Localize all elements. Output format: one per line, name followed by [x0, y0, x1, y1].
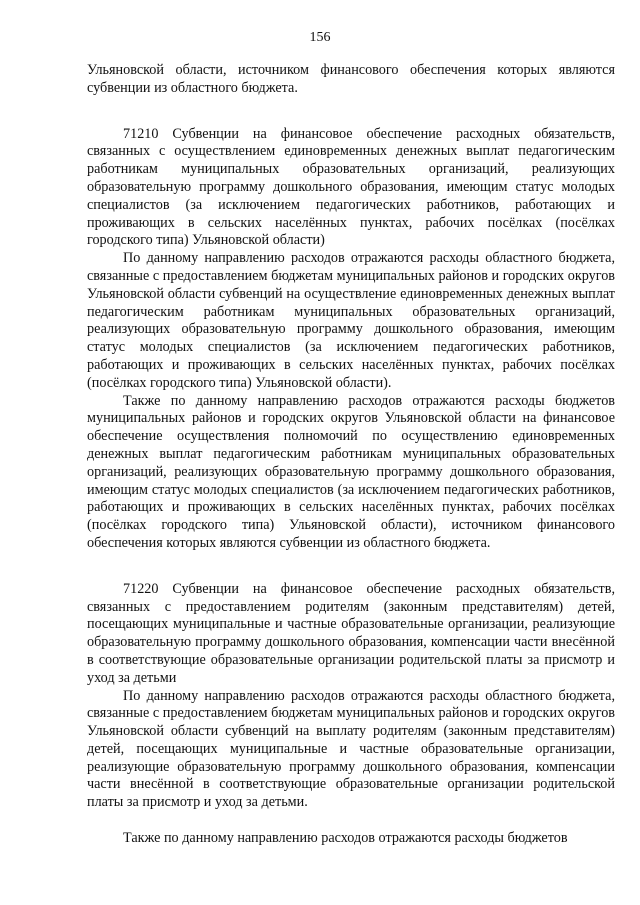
document-body — [87, 62, 615, 848]
paragraph-continuation: Ульяновской области, источником финансового обеспечения которых являются субвенции из областного бюджета. — [87, 62, 615, 96]
paragraph-71210-regional: По данному направлению расходов отражаются расходы областного бюджета, связанные с предоставлением бюджетам муниципальных районов и городских округов Ульяновской области субвенций на осуществление единовременных денежных выплат педагогическим работникам муниципальных образовательных организаций, реализующих образовательную программу дошкольного образования, имеющим статус молодых специалистов (за исключением педагогических работников, работающих и проживающих в сельских населённых пунктах, рабочих посёлках (посёлках городского типа) Ульяновской области). — [87, 250, 615, 391]
paragraph-71220-municipal: Также по данному направлению расходов отражаются расходы бюджетов — [123, 830, 568, 847]
section-heading-71220: 71220 Субвенции на финансовое обеспечение расходных обязательств, связанных с предоставлением родителям (законным представителям) детей, посещающих муниципальные и частные образовательные организации, реализующие образовательную программу дошкольного образования, компенсации части внесённой в соответствующие образовательные организации родительской платы за присмотр и уход за детьми — [87, 580, 615, 686]
paragraph-71210-municipal: Также по данному направлению расходов отражаются расходы бюджетов муниципальных районов и городских округов Ульяновской области на финансовое обеспечение осуществления полномочий по осуществлению единовременных денежных выплат педагогическим работникам муниципальных образовательных организаций, реализующих образовательную программу дошкольного образования, имеющим статус молодых специалистов (за исключением педагогических работников, работающих и проживающих в сельских населённых пунктах, рабочих посёлках (посёлках городского типа) Ульяновской области), источником финансового обеспечения которых являются субвенции из областного бюджета. — [87, 392, 615, 551]
paragraph-71220-regional: По данному направлению расходов отражаются расходы областного бюджета, связанные с предоставлением бюджетам муниципальных районов и городских округов Ульяновской области субвенций на выплату родителям (законным представителям) детей, посещающих муниципальные и частные образовательные организации, реализующие образовательную программу дошкольного образования, компенсации части внесённой в соответствующие образовательные организации родительской платы за присмотр и уход за детьми. — [87, 687, 615, 811]
section-heading-71210: 71210 Субвенции на финансовое обеспечение расходных обязательств, связанных с осуществлением единовременных денежных выплат педагогическим работникам муниципальных образовательных организаций, реализующих образовательную программу дошкольного образования, имеющим статус молодых специалистов (за исключением педагогических работников, работающих и проживающих в сельских населённых пунктах, рабочих посёлках (посёлках городского типа) Ульяновской области) — [87, 125, 615, 249]
page-number: 156 — [309, 30, 331, 45]
